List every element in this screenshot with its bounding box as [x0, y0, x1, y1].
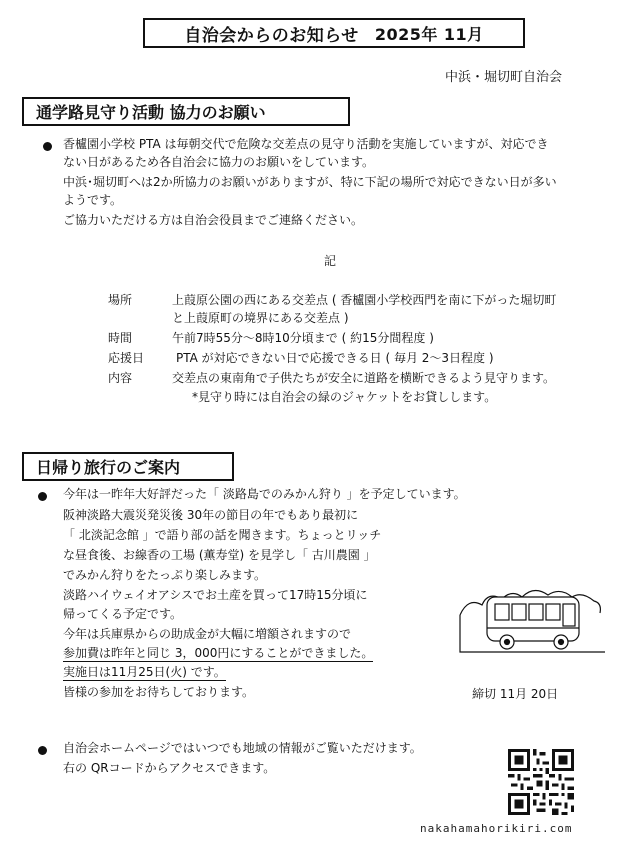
trip-line: 帰ってくる予定です。 — [63, 607, 183, 621]
detail-key-place: 場所 — [108, 293, 133, 307]
homepage-line: 自治会ホームページではいつでも地域の情報がご覧いただけます。 — [63, 741, 422, 755]
deadline-text: 締切 11月 20日 — [472, 687, 559, 701]
trip-line: 阪神淡路大震災発災後 30年の節目の年でもあり最初に — [63, 508, 359, 522]
qr-code-icon[interactable] — [508, 749, 574, 815]
homepage-line: 右の QRコードからアクセスできます。 — [63, 761, 276, 775]
paragraph-line: 中浜･堀切町へは2か所協力のお願いがありますが、特に下記の場所で対応できない日が多い — [63, 175, 557, 189]
paragraph-line: 香櫨園小学校 PTA は毎朝交代で危険な交差点の見守り活動を実施していますが、対応でき — [63, 137, 549, 151]
detail-value-time: 午前7時55分～8時10分頃まで ( 約15分間程度 ) — [172, 331, 434, 345]
detail-key-support-day: 応援日 — [108, 351, 145, 365]
detail-value-support-day: PTA が対応できない日で応援できる日 ( 毎月 2～3日程度 ) — [176, 351, 494, 365]
trip-line: 淡路ハイウェイオアシスでお土産を買って17時15分頃に — [63, 588, 368, 602]
detail-value-place: と上葭原町の境界にある交差点 ) — [172, 311, 349, 325]
detail-value-content: 交差点の東南角で子供たちが安全に道路を横断できるよう見守ります。 — [172, 371, 556, 385]
section-heading-school-watch: 通学路見守り活動 協力のお願い — [22, 97, 350, 126]
organization-name: 中浜・堀切町自治会 — [445, 70, 563, 85]
paragraph-line: ご協力いただける方は自治会役員までご連絡ください。 — [63, 213, 364, 227]
trip-line: な昼食後、お線香の工場 (薫寿堂) を見学し「 古川農園 」 — [63, 548, 376, 562]
trip-line: 今年は兵庫県からの助成金が大幅に増額されますので — [63, 627, 352, 641]
homepage-url: nakahamahorikiri.com — [420, 822, 573, 835]
trip-line: 皆様の参加をお待ちしております。 — [63, 685, 255, 699]
bullet-icon — [38, 746, 47, 755]
trip-line-date: 実施日は11月25日(火) です。 — [63, 665, 226, 679]
section-heading-day-trip: 日帰り旅行のご案内 — [22, 452, 234, 481]
detail-value-place: 上葭原公園の西にある交差点 ( 香櫨園小学校西門を南に下がった堀切町 — [172, 293, 557, 307]
notice-title-box — [143, 18, 525, 48]
bullet-icon — [43, 142, 52, 151]
notice-title: 自治会からのお知らせ — [184, 25, 359, 46]
bus-illustration — [455, 570, 605, 670]
notice-date: 2025年 11月 — [374, 24, 484, 44]
detail-key-time: 時間 — [108, 331, 133, 345]
detail-key-content: 内容 — [108, 371, 133, 385]
jacket-note: *見守り時には自治会の緑のジャケットをお貸しします。 — [192, 390, 497, 404]
paragraph-line: ようです。 — [63, 193, 123, 207]
trip-line-fee: 参加費は昨年と同じ 3，000円にすることができました。 — [63, 646, 374, 660]
bullet-icon — [38, 492, 47, 501]
paragraph-line: ない日があるため各自治会に協力のお願いをしています。 — [63, 155, 375, 169]
trip-line: 「 北淡記念館 」で語り部の話を聞きます。ちょっとリッチ — [63, 528, 382, 542]
trip-line: 今年は一昨年大好評だった「 淡路島でのみかん狩り 」を予定しています。 — [63, 487, 466, 501]
ki-label: 記 — [324, 254, 337, 268]
trip-line: でみかん狩りをたっぷり楽しみます。 — [63, 568, 267, 582]
